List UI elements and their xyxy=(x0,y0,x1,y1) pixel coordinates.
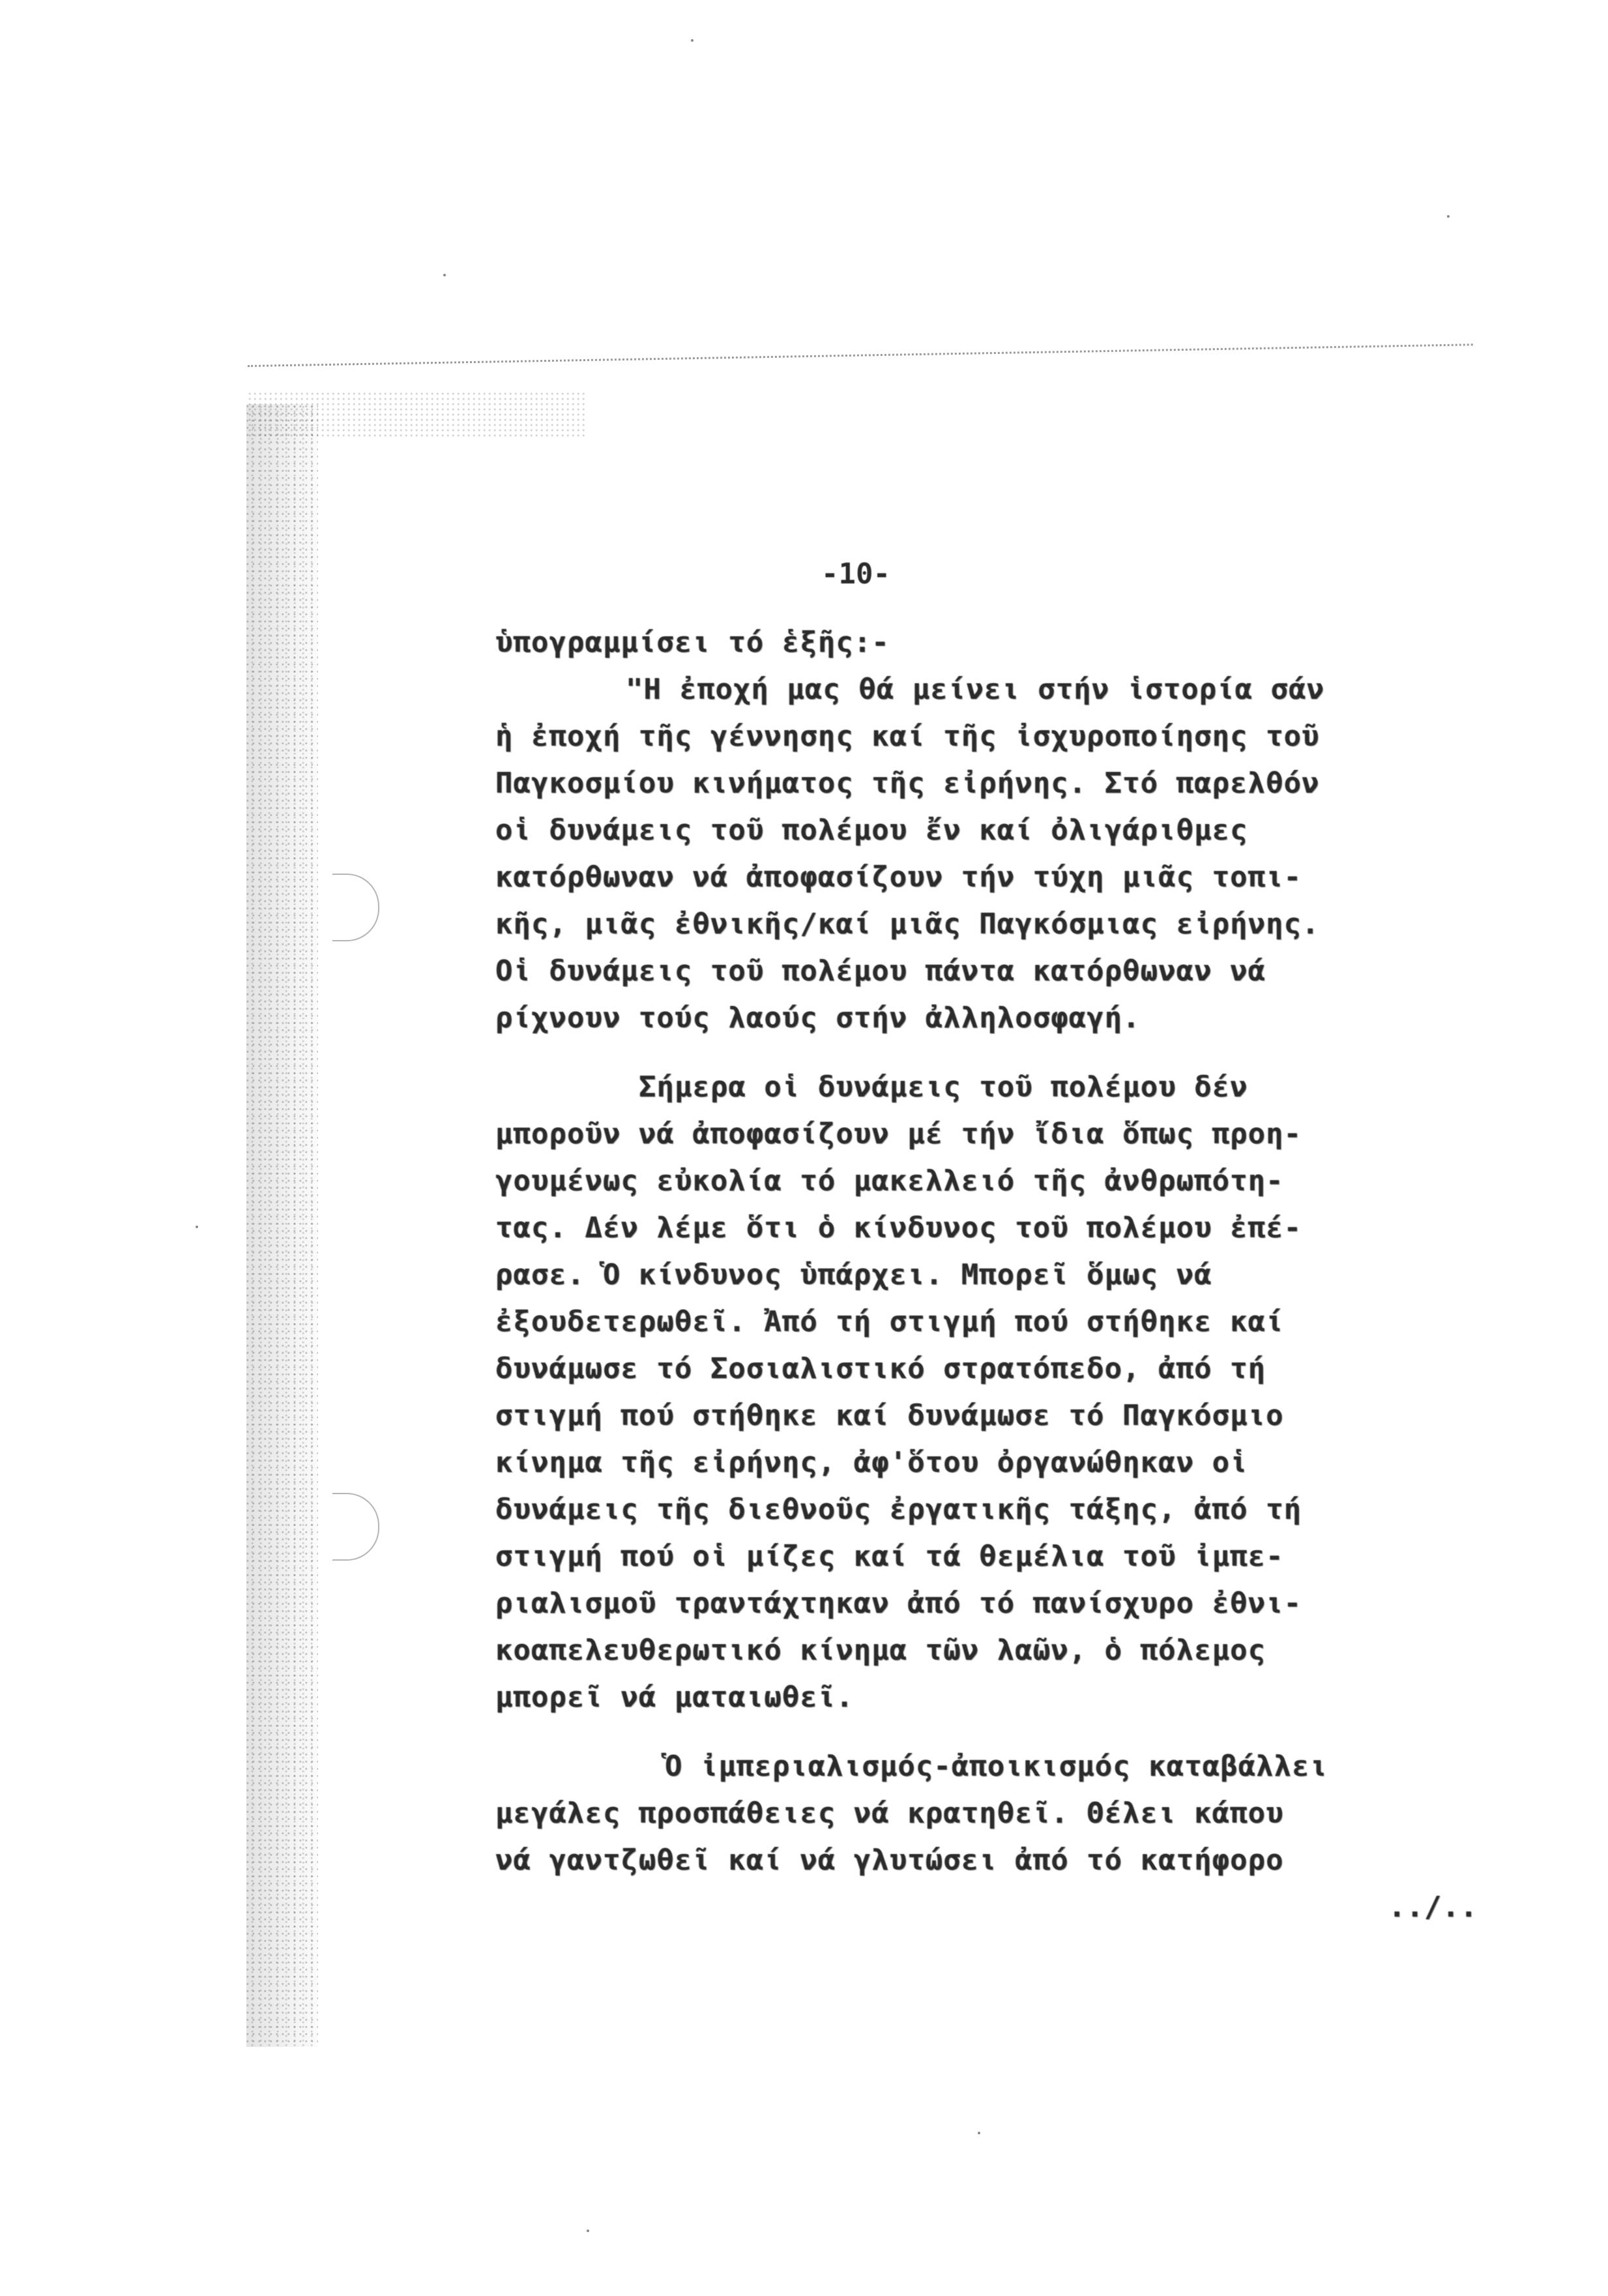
text-line: κίνημα τῆς εἰρήνης, ἀφ'ὅτου ὀργανώθηκαν οἱ xyxy=(495,1446,1248,1479)
text-line: ρίχνουν τούς λαούς στήν ἀλληλοσφαγή. xyxy=(495,1001,1141,1035)
text-line: νά γαντζωθεῖ καί νά γλυτώσει ἀπό τό κατήφορο xyxy=(495,1844,1284,1877)
continuation-mark: ../.. xyxy=(1388,1891,1478,1924)
text-line: δυνάμωσε τό Σοσιαλιστικό στρατόπεδο, ἀπό τή xyxy=(495,1352,1266,1385)
text-line: μεγάλες προσπάθειες νά κρατηθεῖ. Θέλει κάπου xyxy=(495,1797,1284,1830)
text-line: γουμένως εὐκολία τό μακελλειό τῆς ἀνθρωπότη- xyxy=(495,1164,1284,1198)
page-number: -10- xyxy=(821,557,890,591)
punch-hole-lower xyxy=(332,1493,379,1561)
text-line: μποροῦν νά ἀποφασίζουν μέ τήν ἴδια ὅπως προη- xyxy=(495,1117,1302,1151)
paper-top-edge xyxy=(248,344,1473,367)
text-line: Ὁ ἰμπεριαλισμός-ἀποικισμός καταβάλλει xyxy=(665,1750,1328,1783)
text-line: "Η ἐποχή μας θά μείνει στήν ἱστορία σάν xyxy=(626,673,1325,706)
text-line: ριαλισμοῦ τραντάχτηκαν ἀπό τό πανίσχυρο ἐθνι- xyxy=(495,1587,1302,1620)
text-line: ὑπογραμμίσει τό ἑξῆς:- xyxy=(495,626,890,659)
text-line: στιγμή πού οἱ μίζες καί τά θεμέλια τοῦ ἰμπε- xyxy=(495,1540,1284,1573)
text-line: δυνάμεις τῆς διεθνοῦς ἐργατικῆς τάξης, ἀπό τή xyxy=(495,1493,1302,1526)
text-line: κοαπελευθερωτικό κίνημα τῶν λαῶν, ὁ πόλεμος xyxy=(495,1634,1266,1667)
text-line: Σήμερα οἱ δυνάμεις τοῦ πολέμου δέν xyxy=(639,1070,1248,1104)
scan-speck xyxy=(1447,215,1450,218)
text-line: οἱ δυνάμεις τοῦ πολέμου ἔν καί ὀλιγάριθμες xyxy=(495,814,1248,847)
scan-speck xyxy=(443,274,446,276)
scan-speck xyxy=(691,39,694,42)
text-line: ἐξουδετερωθεῖ. Ἀπό τή στιγμή πού στήθηκε καί xyxy=(495,1305,1284,1338)
text-line: Οἱ δυνάμεις τοῦ πολέμου πάντα κατόρθωναν νά xyxy=(495,954,1266,988)
text-line: στιγμή πού στήθηκε καί δυνάμωσε τό Παγκόσμιο xyxy=(495,1399,1284,1432)
text-line: Παγκοσμίου κινήματος τῆς εἰρήνης. Στό παρελθόν xyxy=(495,767,1320,800)
text-line: κατόρθωναν νά ἀποφασίζουν τήν τύχη μιᾶς τοπι- xyxy=(495,861,1302,894)
text-line: τας. Δέν λέμε ὅτι ὁ κίνδυνος τοῦ πολέμου ἐπέ- xyxy=(495,1211,1302,1244)
text-line: ἡ ἐποχή τῆς γέννησης καί τῆς ἰσχυροποίησης τοῦ xyxy=(495,720,1320,753)
text-line: ρασε. Ὁ κίνδυνος ὑπάρχει. Μπορεῖ ὅμως νά xyxy=(495,1258,1212,1291)
scan-speck xyxy=(587,2230,589,2232)
typed-text-body xyxy=(495,619,1499,1931)
paper-left-edge-shadow xyxy=(246,404,318,2047)
text-line: κῆς, μιᾶς ἐθνικῆς/καί μιᾶς Παγκόσμιας εἰρήνης. xyxy=(495,907,1320,941)
text-line: μπορεῖ νά ματαιωθεῖ. xyxy=(495,1681,854,1714)
scan-speck xyxy=(978,2132,980,2134)
punch-hole-upper xyxy=(332,874,379,941)
scan-speck xyxy=(196,1226,198,1228)
